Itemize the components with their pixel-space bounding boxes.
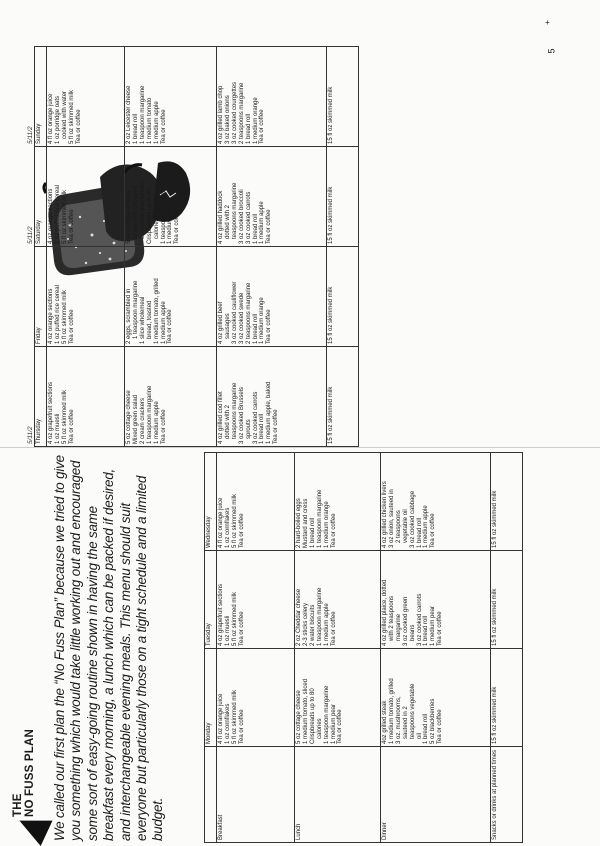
food-item: 4 oz grilled chicken livers [382,481,388,548]
meal-row [381,453,491,843]
food-item: 1 medium tomato, grilled [388,678,395,744]
food-item: Crispbreads up to 80 [309,688,316,744]
food-item: Tea or coffee [437,709,444,744]
meal-cell [125,147,217,247]
food-item: 4 oz grilled lamb chop [218,85,224,144]
food-item: 1 medium apple [160,301,167,344]
food-item: sauteed in 2 [402,706,409,744]
food-item: 5 fl oz skimmed milk [61,289,68,344]
meal-cell [295,551,381,649]
meal-cell [491,453,523,551]
food-item: with 2 teaspoons [388,595,395,646]
food-item: Tea or coffee [437,611,444,646]
food-item: 5 oz cottage cheese [296,690,302,744]
food-item: 2 teaspoons margarine [238,82,245,144]
meal-cell [295,649,381,747]
meal-plan-table-thu-sun [27,46,359,447]
food-item: 1 medium tomato, grilled [153,278,160,344]
food-item: 1 bread roll [259,413,266,444]
food-item: Tea or coffee [160,409,167,444]
food-item: 5 fl oz skimmed milk [231,591,238,646]
title-line-2: NO FUSS PLAN [24,728,36,817]
meal-cell [217,551,295,649]
food-item: beans [409,624,416,646]
food-item: 1 medium orange [259,297,266,344]
food-item: Tea or coffee [68,309,75,344]
food-item: 15 fl oz skimmed milk [492,588,498,646]
food-item: teaspoons margarine [231,382,238,444]
meal-row [327,47,359,447]
food-item: Tea or coffee [266,309,273,344]
food-item: 3 oz cooked carrots [252,391,259,444]
food-item: 2 oz Cheddar cheese [296,588,302,646]
food-item: 15 fl oz skimmed milk [328,286,334,344]
food-item: 4 fl oz orange juice [48,93,54,144]
food-item: 5 fl oz skimmed milk [231,689,238,744]
food-item: 1 bread roll [252,213,259,244]
food-item: 1 medium apple [259,201,266,244]
food-item: 15 fl oz skimmed milk [328,186,334,244]
day-header: 5/11/2 Sunday [35,47,47,147]
page-number-right: 5 [546,48,557,54]
meal-label: Lunch [295,747,381,843]
food-item: 3 oz cooked green [402,596,409,646]
page-number-left: 4 [25,820,36,826]
meal-row [47,47,125,447]
meal-cell [217,147,327,247]
food-item: calories [153,218,160,244]
food-item: 5 fl oz skimmed milk [231,493,238,548]
meal-cell [47,247,125,347]
food-item: 4 oz grilled cod fillet [218,391,224,444]
food-item: 15 fl oz skimmed milk [328,86,334,144]
food-item: 4 oz grilled plaice, dotted [382,579,388,646]
food-item: 3 oz cooked courgettes [231,81,238,144]
food-item: margarine [395,613,402,646]
food-item: Tea or coffee [330,611,337,646]
day-header-row [205,453,217,843]
food-item: 5 fl oz skimmed milk [68,89,75,144]
food-item: 5 fl oz skimmed milk [61,389,68,444]
food-item: 2 cream crackers [139,397,146,444]
food-item: 15 fl oz skimmed milk [492,490,498,548]
meal-cell [381,649,491,747]
food-item: 4 oz grilled haddock [218,190,224,244]
food-item: 1 bread roll [309,517,316,548]
food-item: Tea or coffee [68,209,75,244]
food-item: Tea or coffee [337,709,344,744]
meal-cell [125,347,217,447]
meal-label: Dinner [381,747,491,843]
meal-cell [327,147,359,247]
food-item: 2 teaspoons [395,510,402,548]
meal-row [217,453,295,843]
food-item: Tea or coffee [238,709,245,744]
food-item: 1 medium apple, baked [266,381,273,444]
food-item: 2 eggs, scrambled in [126,288,132,344]
food-item: 1 teaspoon margarine [132,280,139,344]
food-item: 1 oz puffed rice cereal [54,285,61,344]
meal-row [217,47,327,447]
food-item: 4 oz grilled beef [218,301,224,344]
food-item: 1 teaspoon margarine [139,85,146,144]
food-item: Tea or coffee [174,209,181,244]
food-item: 1 bread roll [416,517,423,548]
food-item: Tea or coffee [430,513,437,548]
food-item: 5 fl oz skimmed milk [61,189,68,244]
food-item: 1 medium tomato, sliced [302,678,309,744]
food-item: mixed with chopped [132,185,139,244]
food-item: 1 oz puffed rice cereal [54,185,61,244]
food-item: 2 hard-boiled eggs [296,498,302,548]
meal-label: Breakfast [217,747,295,843]
food-item: 15 fl oz skimmed milk [328,386,334,444]
food-item: 3 oz onion, sauteed in [388,489,395,548]
meal-cell [295,453,381,551]
meal-cell [217,347,327,447]
meal-cell [491,551,523,649]
meal-plan-table-mon-wed [204,452,523,843]
food-item: 1 oz muesli [54,413,61,444]
meal-cell [125,47,217,147]
food-item: 2 water biscuits [309,604,316,646]
food-item: Tea or coffee [167,309,174,344]
meal-cell [327,247,359,347]
stray-mark: + [545,18,550,27]
meal-row [125,47,217,447]
corner-cell [205,747,217,843]
food-item: 1 medium apple [153,101,160,144]
food-item: 5 oz blackberries [430,698,437,744]
meal-cell [217,247,327,347]
intro-paragraph: We called our first plan the “No Fuss Plan” because we tried to give you something which would take little working out and encouraged some sort of easy-going routine shown in having the same breakfast every morning, a lunch which can be packed if desired, and interchangeable evening meals. This menu should suit everyone but particularly those on a tight schedule and a limited budget. [52,455,166,841]
meal-cell [381,551,491,649]
title-line-1: THE [12,793,24,817]
food-item: 1 oz porridge oats [54,95,61,144]
food-item: Mustard and cress [302,498,309,548]
food-item: Tea or coffee [68,409,75,444]
food-item: 3 oz cooked swede [238,292,245,344]
food-item: calories [316,718,323,744]
food-item: 1 bread roll [245,113,252,144]
day-header: Wednesday [205,453,217,551]
food-item: 1 medium tomato [146,97,153,144]
food-item: 1 medium apple [153,401,160,444]
left-page [12,453,572,843]
food-item: 1 medium apple [423,505,430,548]
food-item: 1 teaspoon margarine [146,385,153,444]
food-item: Tea or coffee [273,409,280,444]
food-item: 5 oz cottage cheese [126,190,132,244]
food-item: teaspoons margarine [231,182,238,244]
food-item: 1 teaspoon margarine [323,685,330,744]
food-item: Tea or coffee [330,513,337,548]
food-item: 5 oz cottage cheese [126,390,132,444]
meal-cell [47,347,125,447]
food-item: 3 oz cooked broccoli [238,189,245,244]
food-item: Tea or coffee [238,513,245,548]
food-item: 4 oz grapefruit sections [218,583,224,646]
meal-cell [217,649,295,747]
food-item: 1 medium apple [323,603,330,646]
meal-cell [327,47,359,147]
food-item: 3 oz cooked Brussels [238,386,245,444]
food-item: 3 oz cooked cauliflower [231,281,238,344]
food-item: 1 teaspoon margarine [160,185,167,244]
food-item: Tea or coffee [75,109,82,144]
food-item: Mixed green salad [132,394,139,444]
meal-cell [125,247,217,347]
food-item: dotted with 2 [224,204,231,244]
meal-row [295,453,381,843]
food-item: 1 medium pear [167,203,174,244]
meal-cell [217,47,327,147]
food-item: 1 bread roll [423,615,430,646]
meal-cell [491,649,523,747]
day-header: 5/11/2 Saturday [35,147,47,247]
right-page [27,42,552,447]
day-header: Monday [205,649,217,747]
food-item: 1 teaspoon margarine [316,587,323,646]
food-item: 1 bread roll [423,713,430,744]
food-item: 1 oz cornflakes [224,703,231,744]
food-item: oil [416,732,423,744]
food-item: 15 fl oz skimmed milk [492,686,498,744]
food-item: 1 bread roll [252,313,259,344]
food-item: 4 oz orange sections [48,288,54,344]
food-item: 1 medium orange [252,97,259,144]
food-item: sprouts [245,419,252,444]
meal-cell [327,347,359,447]
food-item: 1 medium pear [430,605,437,646]
meal-label: Snacks or drinks at planned times [491,747,523,843]
food-item: Tea or coffee [266,209,273,244]
food-item: Tea or coffee [160,109,167,144]
food-item: 3 oz baked onions [224,95,231,144]
food-item: 3 oz cooked carrots [416,593,423,646]
food-item: teaspoons vegetable [409,683,416,744]
food-item: 4oz grilled steak [382,700,388,744]
day-header: Tuesday [205,551,217,649]
food-item: 2 teaspoons margarine [245,282,252,344]
page-fold-line [0,447,600,448]
food-item: 3 oz cooked carrots [245,191,252,244]
food-item: 1 medium orange [323,501,330,548]
food-item: sausages [224,313,231,344]
food-item: 1 slice wholemeal [139,296,146,344]
day-header: 5/11/2 Thursday [35,347,47,447]
meal-row [491,453,523,843]
food-item: 2 oz Leicester cheese [126,85,132,144]
food-item: cucumber and tomato [139,180,146,244]
food-item: cooked with water [61,90,68,144]
meal-cell [217,453,295,551]
food-item: 3 oz. mushrooms, [395,696,402,744]
food-item: Tea or coffee [238,611,245,646]
food-item: 3 oz cooked cabbage [409,490,416,548]
food-item: bread, toasted [146,300,153,344]
page-title [12,729,36,817]
food-item: Tea or coffee [259,109,266,144]
food-item: 4 fl oz orange juice [218,497,224,548]
food-item: 1 bread roll [132,113,139,144]
meal-cell [381,453,491,551]
food-item: 4 oz orange sections [48,188,54,244]
food-item: 2-3 sticks celery [302,602,309,646]
day-header: Friday [35,247,47,347]
food-item: Crispbreads up to 80 [146,188,153,244]
food-item: 1 oz muesli [224,615,231,646]
food-item: 1 medium pear [330,703,337,744]
food-item: 4 oz grapefruit sections [48,381,54,444]
food-item: 1 teaspoon margarine [316,489,323,548]
meal-cell [47,147,125,247]
day-header-row [35,47,47,447]
food-item: vegetable oil [402,509,409,548]
meal-cell [47,47,125,147]
food-item: 1 oz cornflakes [224,507,231,548]
food-item: dotted with 2 [224,404,231,444]
food-item: 4 fl oz orange juice [218,693,224,744]
